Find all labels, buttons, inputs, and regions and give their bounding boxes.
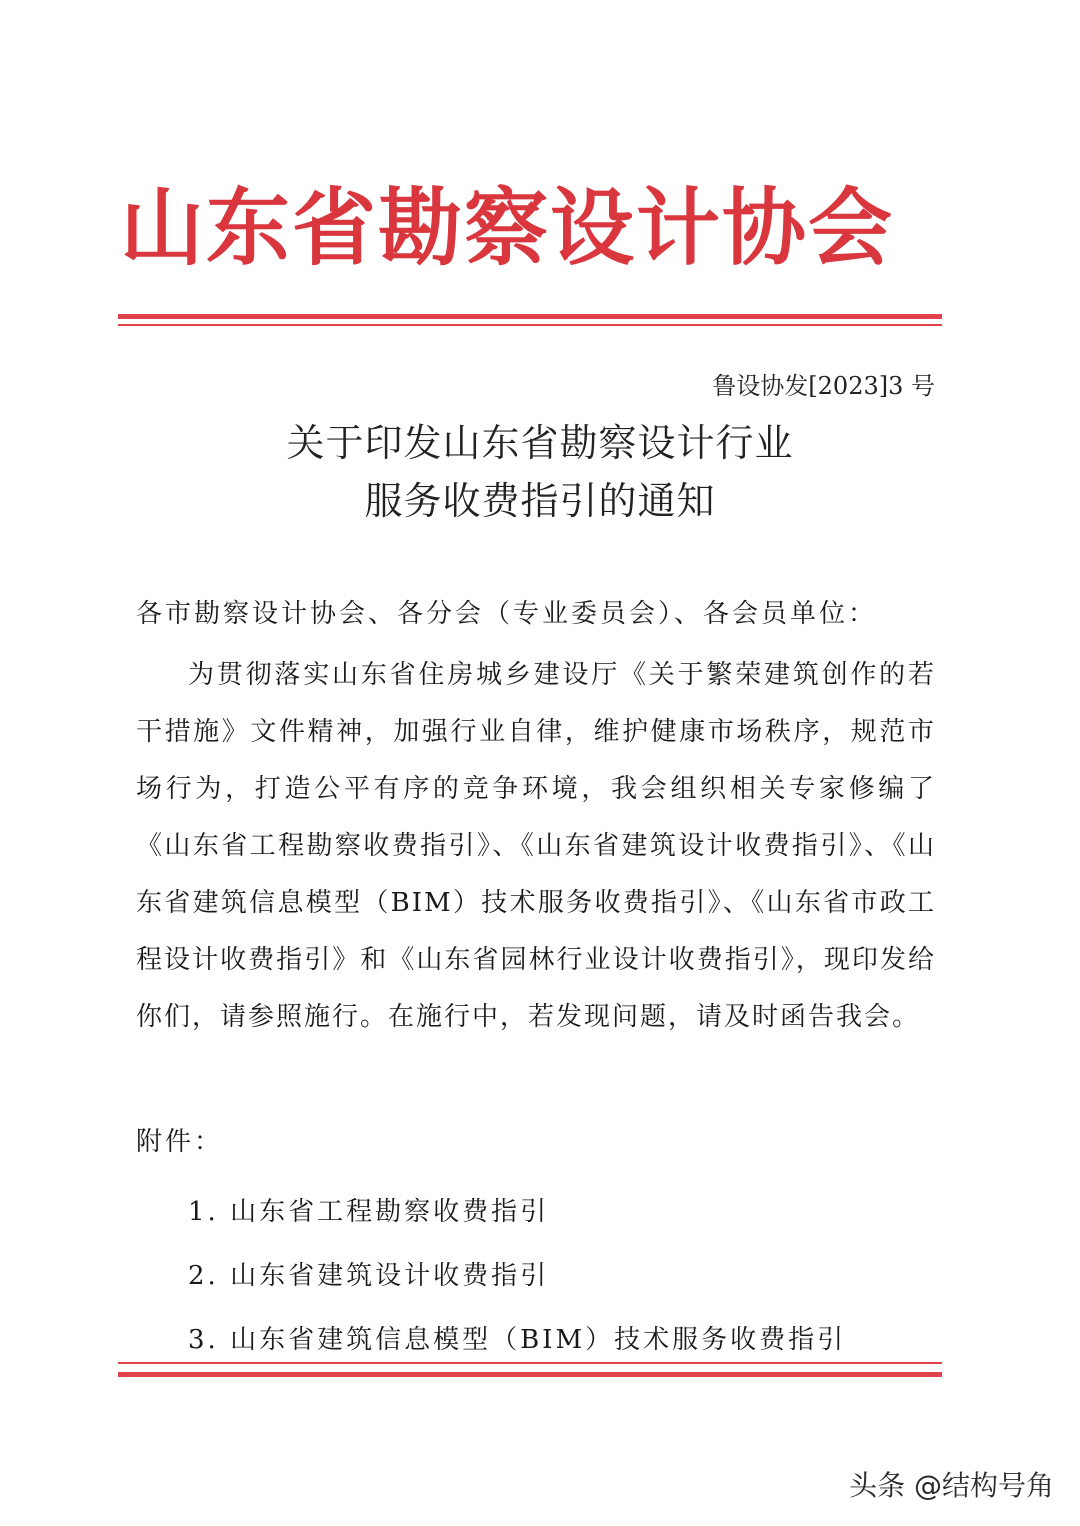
letterhead-divider-thin: [118, 324, 942, 326]
attachments-list: [188, 1180, 846, 1372]
document-title-line-1: 关于印发山东省勘察设计行业: [286, 421, 794, 465]
attachment-item: 2. 山东省建筑设计收费指引: [188, 1261, 550, 1291]
document-number: 鲁设协发[2023]3 号: [712, 372, 935, 400]
attachments-label: 附件：: [136, 1127, 224, 1157]
letterhead-organization-name: 山东省勘察设计协会: [120, 179, 895, 277]
letterhead-divider-thick: [118, 314, 942, 319]
footer-divider-thick: [118, 1372, 942, 1377]
salutation: 各市勘察设计协会、各分会（专业委员会）、各会员单位：: [136, 599, 878, 629]
attachment-item: 3. 山东省建筑信息模型（BIM）技术服务收费指引: [188, 1325, 847, 1355]
footer-divider-thin: [118, 1362, 942, 1364]
attachment-item: 1. 山东省工程勘察收费指引: [188, 1197, 550, 1227]
document-title-line-2: 服务收费指引的通知: [364, 479, 716, 523]
source-watermark: 头条 @结构号角: [849, 1469, 1054, 1502]
body-paragraph: 为贯彻落实山东省住房城乡建设厅《关于繁荣建筑创作的若干措施》文件精神，加强行业自律，维护健康市场秩序，规范市场行为，打造公平有序的竞争环境，我会组织相关专家修编了《山东省工程勘察收费指引》、《山东省建筑设计收费指引》、《山东省建筑信息模型（BIM）技术服务收费指引》、《山东省市政工程设计收费指引》和《山东省园林行业设计收费指引》，现印发给你们，请参照施行。在施行中，若发现问题，请及时函告我会。: [136, 660, 936, 1032]
